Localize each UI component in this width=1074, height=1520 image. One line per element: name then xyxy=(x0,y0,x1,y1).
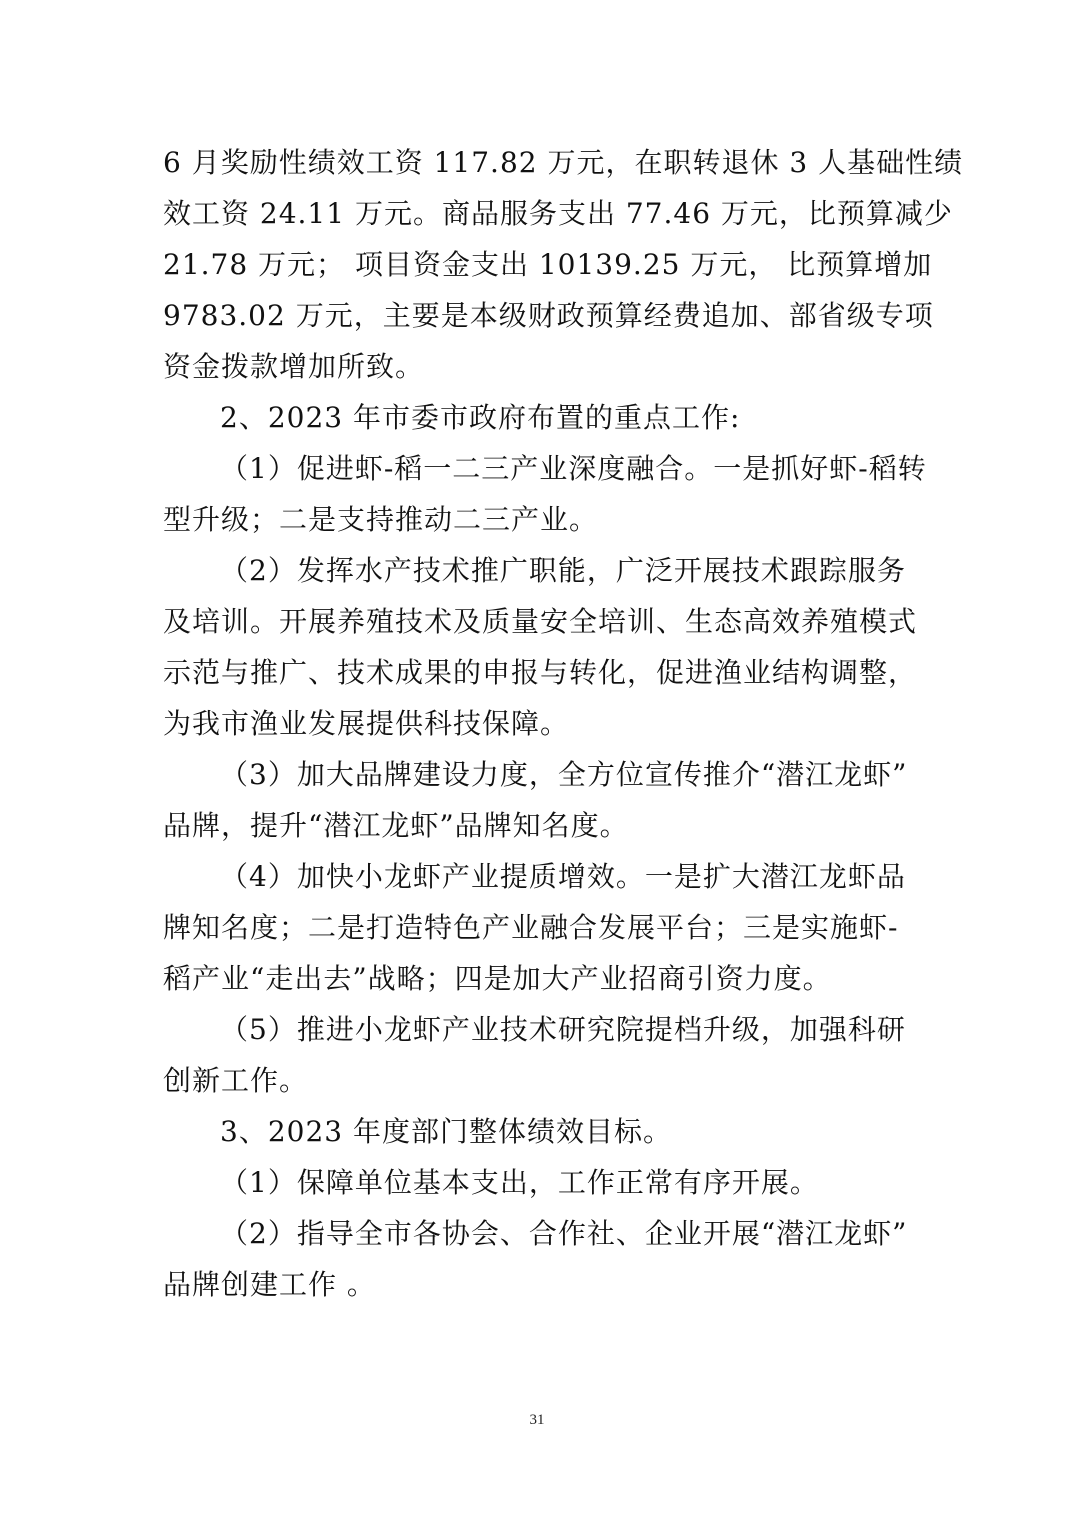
text-line: （2）指导全市各协会、合作社、企业开展“潜江龙虾” xyxy=(220,1217,908,1250)
text-line: 型升级；二是支持推动二三产业。 xyxy=(163,503,599,536)
text-line: （3）加大品牌建设力度，全方位宣传推介“潜江龙虾” xyxy=(220,758,908,791)
text-line: （4）加快小龙虾产业提质增效。一是扩大潜江龙虾品 xyxy=(220,860,906,893)
text-line: 及培训。开展养殖技术及质量安全培训、生态高效养殖模式 xyxy=(163,605,918,638)
text-line: 创新工作。 xyxy=(163,1064,309,1097)
text-line: （2）发挥水产技术推广职能，广泛开展技术跟踪服务 xyxy=(220,554,906,587)
section-heading: 3、2023 年度部门整体绩效目标。 xyxy=(220,1115,672,1148)
text-line: 品牌，提升“潜江龙虾”品牌知名度。 xyxy=(163,809,629,842)
text-line: （5）推进小龙虾产业技术研究院提档升级，加强科研 xyxy=(220,1013,906,1046)
text-line: 6 月奖励性绩效工资 117.82 万元，在职转退休 3 人基础性绩 xyxy=(163,146,964,179)
text-line: 9783.02 万元，主要是本级财政预算经费追加、部省级专项 xyxy=(163,299,934,332)
text-line: 效工资 24.11 万元。商品服务支出 77.46 万元，比预算减少 xyxy=(163,197,953,230)
text-line: （1）保障单位基本支出，工作正常有序开展。 xyxy=(220,1166,819,1199)
page-number: 31 xyxy=(529,1412,545,1428)
text-line: 品牌创建工作 。 xyxy=(163,1268,376,1301)
text-line: 21.78 万元； 项目资金支出 10139.25 万元， 比预算增加 xyxy=(163,248,933,281)
text-line: 资金拨款增加所致。 xyxy=(163,350,425,383)
section-heading: 2、2023 年市委市政府布置的重点工作: xyxy=(220,401,741,434)
text-line: 为我市渔业发展提供科技保障。 xyxy=(163,707,570,740)
text-line: （1）促进虾-稻一二三产业深度融合。一是抓好虾-稻转 xyxy=(220,452,927,485)
text-line: 示范与推广、技术成果的申报与转化，促进渔业结构调整， xyxy=(163,656,918,689)
text-line: 牌知名度；二是打造特色产业融合发展平台；三是实施虾- xyxy=(163,911,899,944)
text-line: 稻产业“走出去”战略；四是加大产业招商引资力度。 xyxy=(163,962,832,995)
